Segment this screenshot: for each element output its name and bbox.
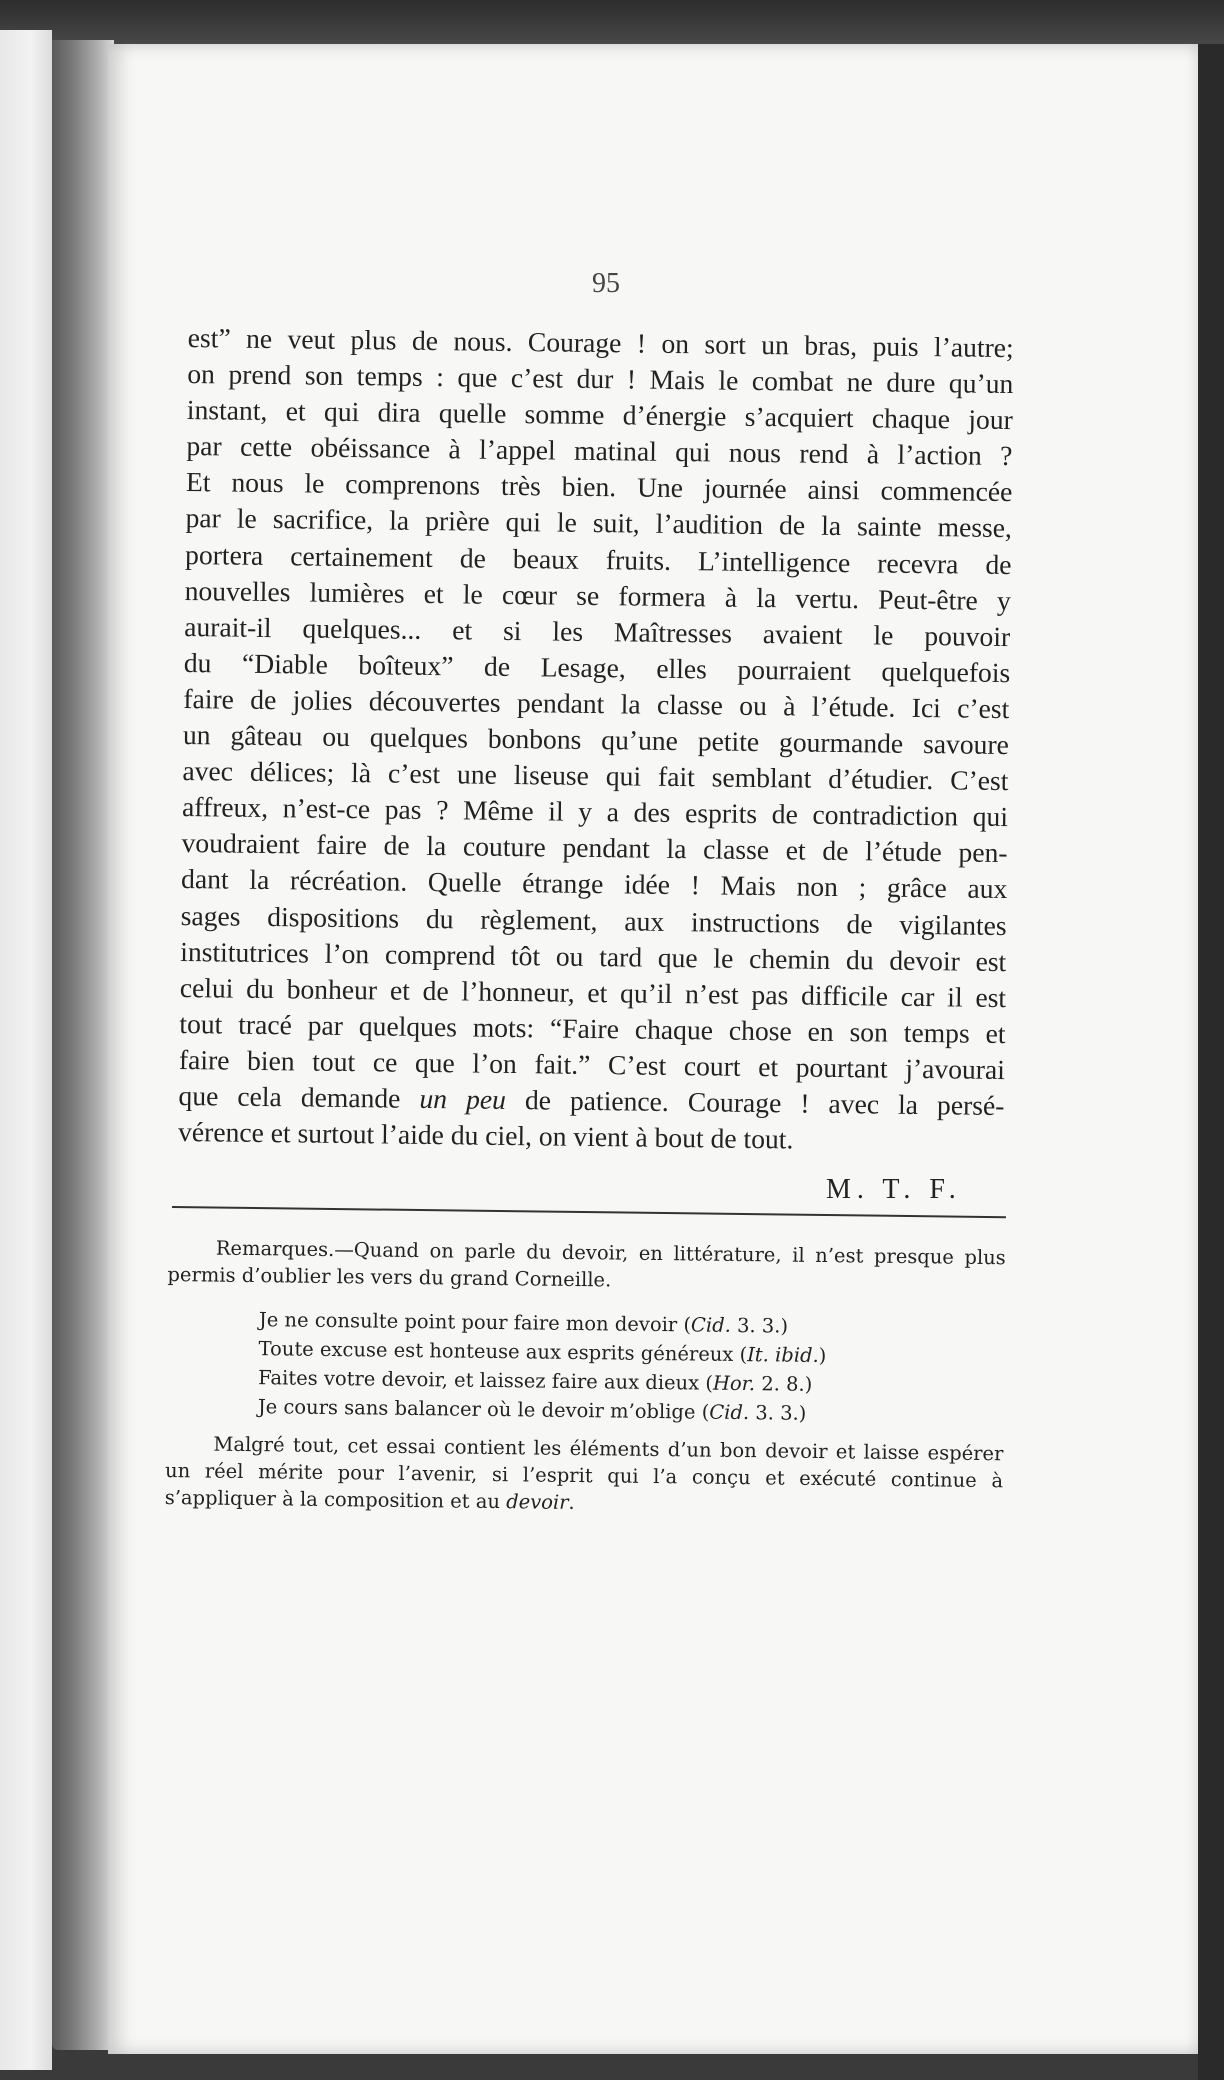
author-signature: M. T. F. [826, 1174, 962, 1205]
quote-tail: 3. 3.) [749, 1401, 807, 1425]
body-line: du “Diable boîteux” de Lesage, elles pourraient quelquefois [183, 646, 1011, 688]
quote-text: Je cours sans balancer où le devoir m’oblige ( [257, 1395, 710, 1424]
emphasis-text: un peu [419, 1082, 507, 1115]
body-line: tout tracé par quelques mots: “Faire chaque chose en son temps et [179, 1007, 1006, 1049]
body-line: Et nous le comprenons très bien. Une journée ainsi commencée [185, 466, 1013, 508]
quote-reference: Cid. [690, 1313, 731, 1337]
body-text [178, 320, 1014, 1160]
remarks-section [165, 1234, 1006, 1521]
body-line: par cette obéissance à l’appel matinal qui nous rend à l’action ? [186, 430, 1013, 472]
body-line: dant la récréation. Quelle étrange idée ! Mais non ; grâce aux [180, 863, 1008, 905]
quote-reference: It. ibid. [747, 1343, 819, 1367]
quote-text: Je ne consulte point pour faire mon devoir ( [258, 1308, 692, 1337]
conclusion-tail: . [568, 1490, 575, 1514]
body-line: un gâteau ou quelques bonbons qu’une petite gourmande savoure [182, 719, 1010, 761]
corneille-quotes [258, 1305, 1005, 1430]
body-line: voudraient faire de la couture pendant la classe et de l’étude pen- [181, 827, 1008, 869]
quote-tail: 3. 3.) [730, 1313, 789, 1338]
body-line: affreux, n’est-ce pas ? Même il y a des esprits de contradiction qui [181, 791, 1009, 833]
body-line: sages dispositions du règlement, aux instructions de vigilantes [180, 899, 1007, 941]
body-line: nouvelles lumières et le cœur se formera à la vertu. Peut-être y [184, 574, 1011, 616]
conclusion-text: Malgré tout, cet essai contient les éléments d’un bon devoir et laisse espérer un réel mérite pour l’avenir, si l’esprit qui l’a conçu et exécuté continue à s’appliquer à la composition et au [164, 1432, 1004, 1514]
body-line: faire de jolies découvertes pendant la classe ou à l’étude. Ici c’est [183, 682, 1010, 724]
body-line: aurait-il quelques... et si les Maîtresses avaient le pouvoir [184, 610, 1011, 652]
quote-tail: 2. 8.) [754, 1372, 813, 1396]
body-line: faire bien tout ce que l’on fait.” C’est court et pourtant j’avourai [178, 1043, 1006, 1085]
facing-page-edge [0, 30, 52, 2070]
quote-reference: Hor. [712, 1371, 756, 1396]
remarks-intro: Remarques.—Quand on parle du devoir, en littérature, il n’est presque plus permis d’oublier les vers du grand Corneille. [167, 1236, 1006, 1292]
body-line-final: vérence et surtout l’aide du ciel, on vient à bout de tout. [177, 1116, 794, 1155]
body-line: instant, et qui dira quelle somme d’énergie s’acquiert chaque jour [186, 394, 1014, 436]
scan-top-border [0, 0, 1224, 48]
quote-reference: Cid. [709, 1400, 750, 1425]
remarks-conclusion [165, 1430, 1004, 1521]
body-line: par le sacrifice, la prière qui le suit, l’audition de la sainte messe, [185, 502, 1013, 544]
body-line: est” ne veut plus de nous. Courage ! on sort un bras, puis l’autre; [187, 321, 1014, 364]
book-gutter-shadow [52, 40, 114, 2050]
quote-text: Faites votre devoir, et laissez faire aux dieux ( [258, 1366, 714, 1395]
page-number: 95 [592, 268, 620, 299]
body-line: institutrices l’on comprend tôt ou tard que le chemin du devoir est [180, 935, 1007, 977]
scan-right-border [1198, 44, 1224, 2080]
quote-text: Toute excuse est honteuse aux esprits généreux ( [258, 1337, 748, 1367]
body-line: portera certainement de beaux fruits. L’intelligence recevra de [184, 538, 1012, 580]
body-line-part: que cela demande [178, 1079, 420, 1114]
body-line: celui du bonheur et de l’honneur, et qu’il n’est pas difficile car il est [179, 971, 1007, 1013]
body-line-part: de patience. Courage ! avec la persé- [505, 1083, 1005, 1122]
body-line: avec délices; là c’est une liseuse qui fait semblant d’étudier. C’est [182, 755, 1009, 797]
emphasis-text: devoir [506, 1490, 569, 1514]
quote-tail: ) [818, 1343, 827, 1368]
body-line: on prend son temps : que c’est dur ! Mais le combat ne dure qu’un [187, 358, 1014, 400]
